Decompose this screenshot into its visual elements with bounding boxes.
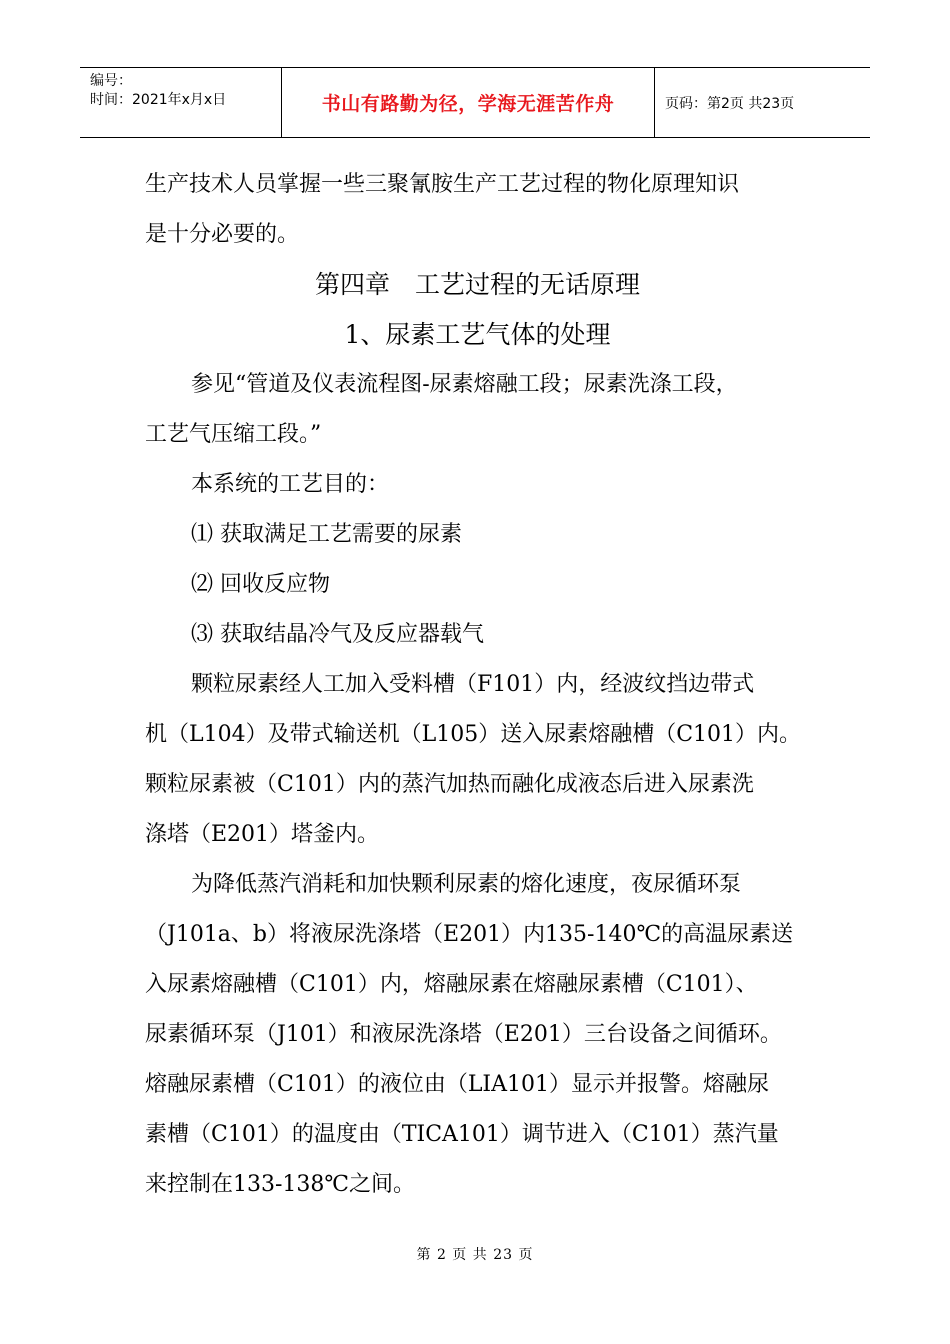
page-header [80, 67, 870, 138]
header-middle-cell [282, 68, 655, 137]
purpose-item: ⑶ 获取结晶冷气及反应器载气 [191, 622, 484, 647]
time-label: 时间：2021年x月x日 [90, 92, 227, 108]
header-page-info: 页码：第2页 共23页 [665, 95, 795, 112]
chapter-title: 第四章 工艺过程的无话原理 [314, 270, 640, 299]
section-title: 1、尿素工艺气体的处理 [344, 320, 611, 349]
paragraph-3-line: 熔融尿素槽（C101）的液位由（LIA101）显示并报警。熔融尿 [145, 1072, 770, 1097]
reference-line-1: 参见“管道及仪表流程图-尿素熔融工段；尿素洗涤工段， [191, 372, 738, 397]
purpose-item: ⑵ 回收反应物 [191, 572, 330, 597]
page-footer: 第 2 页 共 23 页 [416, 1247, 534, 1263]
header-motto: 书山有路勤为径，学海无涯苦作舟 [321, 93, 615, 115]
reference-line-2: 工艺气压缩工段。” [145, 422, 322, 447]
document-body [145, 160, 810, 1210]
header-left-cell [80, 68, 282, 137]
paragraph-3-line: （J101a、b）将液尿洗涤塔（E201）内135-140℃的高温尿素送 [145, 922, 794, 947]
code-label: 编号： [90, 73, 132, 89]
paragraph-3-line: 素槽（C101）的温度由（TICA101）调节进入（C101）蒸汽量 [145, 1122, 779, 1147]
paragraph-3-line: 来控制在133-138℃之间。 [145, 1172, 416, 1197]
paragraph-3-line: 为降低蒸汽消耗和加快颗利尿素的熔化速度，夜尿循环泵 [191, 872, 742, 897]
header-right-cell [655, 68, 870, 137]
paragraph-2-line: 机（L104）及带式输送机（L105）送入尿素熔融槽（C101）内。 [145, 722, 802, 747]
purpose-heading: 本系统的工艺目的： [191, 472, 390, 497]
intro-line-2: 是十分必要的。 [145, 222, 300, 247]
purpose-item: ⑴ 获取满足工艺需要的尿素 [191, 522, 462, 547]
paragraph-3-line: 入尿素熔融槽（C101）内，熔融尿素在熔融尿素槽（C101）、 [145, 972, 758, 997]
paragraph-2-line: 颗粒尿素被（C101）内的蒸汽加热而融化成液态后进入尿素洗 [145, 772, 754, 797]
paragraph-2-line: 涤塔（E201）塔釜内。 [145, 822, 380, 847]
intro-line-1: 生产技术人员掌握一些三聚氰胺生产工艺过程的物化原理知识 [145, 172, 740, 197]
paragraph-2-line: 颗粒尿素经人工加入受料槽（F101）内，经波纹挡边带式 [191, 672, 755, 697]
paragraph-3-line: 尿素循环泵（J101）和液尿洗涤塔（E201）三台设备之间循环。 [145, 1022, 782, 1047]
